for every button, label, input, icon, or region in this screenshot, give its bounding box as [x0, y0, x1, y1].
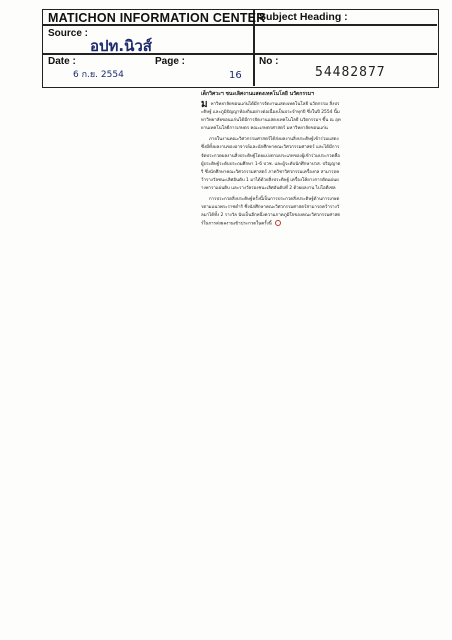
center-title: MATICHON INFORMATION CENTER — [48, 11, 266, 25]
clipping-number: 54482877 — [315, 65, 386, 80]
article-paragraph — [201, 196, 341, 229]
page-value: 16 — [229, 70, 242, 81]
article-headline: เด็กวิศวะฯ ชนะเลิศงานแสดงเทคโนโลยี นวัตกรรมฯ — [201, 91, 315, 97]
source-label: Source : — [48, 28, 89, 39]
header-table — [42, 9, 439, 88]
paragraph-text: การประกวดสิ่งประดิษฐ์ครั้งนี้เป็นการประกวดสิ่งประดิษฐ์ด้านการเกษตรตามแนวพระราชดำริ ซึ่งนักศึกษาคณะวิศวกรรมศาสตร์สามารถคว้ารางวัลมาได้ทั้ง 2 รางวัล นับเป็นอีกหนึ่งความภาคภูมิใจของคณะวิศวกรรมศาสตร์ในการส่งผลงานเข้าประกวดในครั้งนี้ — [201, 197, 341, 227]
number-label: No : — [259, 56, 279, 67]
paragraph-text: หาวิทยาลัยขอนแก่นได้มีการจัดงานแสดงเทคโนโลยี นวัตกรรม สิ่งประดิษฐ์ และภูมิปัญญาท้องถิ่นอย่างต่อเนื่องเป็นประจำทุกปี ซึ่งในปี 2554 นี้มหาวิทยาลัยขอนแก่นได้มีการจัดงานแสดงเทคโนโลยี นวัตกรรมฯ ขึ้น ณ อุทยานเทคโนโลยีการเกษตร คณะเกษตรศาสตร์ มหาวิทยาลัยขอนแก่น — [201, 102, 341, 132]
end-mark-icon — [275, 220, 281, 226]
drop-cap: ม — [201, 99, 208, 110]
source-value: อปท.นิวส์ — [90, 37, 152, 55]
subject-heading-label: Subject Heading : — [259, 11, 348, 23]
date-label: Date : — [48, 56, 76, 67]
date-value: 6 ก.ย. 2554 — [73, 70, 124, 80]
paragraph-text: ภายในงานคณะวิศวกรรมศาสตร์ได้ส่งผลงานสิ่งประดิษฐ์เข้าร่วมแสดง ซึ่งมีทั้งผลงานของอาจารย์และนักศึกษาคณะวิศวกรรมศาสตร์ และได้มีการจัดประกวดผลงานสิ่งประดิษฐ์โดยแบ่งตามประเภทของผู้เข้าร่วมประกวดคือ ผู้ประดิษฐ์ระดับประถมศึกษา 1-6 ปวช. และผู้ระดับนักศึกษาปวส. ปริญญาตรี ซึ่งนักศึกษาคณะวิศวกรรมศาสตร์ ภาควิชาวิศวกรรมเครื่องกล สามารถคว้ารางวัลชนะเลิศอันดับ 1 มาได้ด้วยสิ่งประดิษฐ์ เครื่องโค้ยางการตัดแผ่นยางพาราแผ่นดิบ และรางวัลรองชนะเลิศอันดับที่ 2 ด้วยผลงาน ไบโอดีเซล — [201, 137, 341, 191]
news-article — [201, 91, 341, 232]
page-label: Page : — [155, 56, 186, 67]
article-paragraph — [201, 101, 341, 133]
article-paragraph — [201, 136, 341, 193]
